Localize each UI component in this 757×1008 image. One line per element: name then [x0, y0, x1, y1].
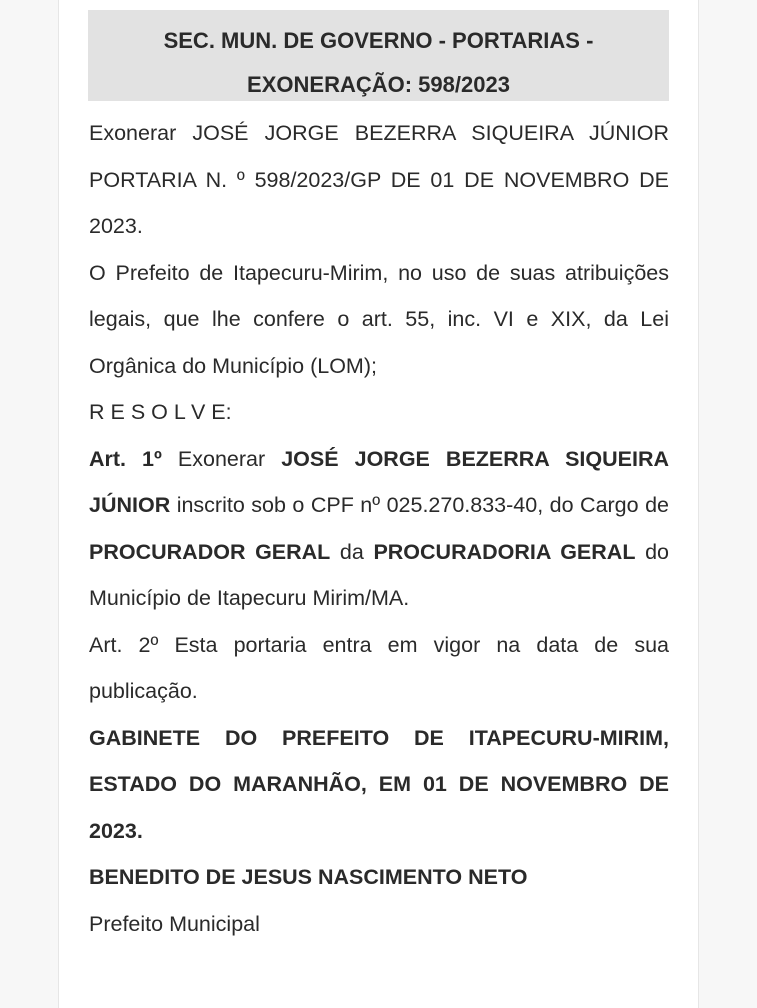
section-header: [88, 10, 669, 101]
closing-text: GABINETE DO PREFEITO DE ITAPECURU-MIRIM, ESTADO DO MARANHÃO, EM 01 DE NOVEMBRO DE 2023.: [89, 725, 669, 843]
header-line-2: EXONERAÇÃO: 598/2023: [247, 72, 510, 97]
position-title: PROCURADOR GERAL: [89, 539, 331, 564]
article-1-text-3: da: [339, 539, 364, 564]
exonerated-name: JOSÉ JORGE BEZERRA SIQUEIRA JÚNIOR: [89, 446, 670, 517]
article-1-text-1: Exonerar: [177, 446, 266, 471]
signer-name-line: [89, 854, 669, 901]
document-body: [89, 110, 669, 947]
article-1-label: Art. 1º: [89, 446, 162, 471]
intro-paragraph: Exonerar JOSÉ JORGE BEZERRA SIQUEIRA JÚNIOR PORTARIA N. º 598/2023/GP DE 01 DE NOVEMBRO DE 2023.: [89, 121, 669, 238]
article-1-text-4: do Município de Itapecuru Mirim/MA.: [89, 539, 669, 610]
department-name: PROCURADORIA GERAL: [373, 539, 636, 564]
signer-title: Prefeito Municipal: [89, 911, 260, 936]
preamble-paragraph: O Prefeito de Itapecuru-Mirim, no uso de suas atribuições legais, que lhe confere o art. 55, inc. VI e XIX, da Lei Orgânica do Município (LOM);: [89, 260, 669, 378]
resolve-line: R E S O L V E:: [89, 400, 232, 424]
closing-paragraph: [89, 715, 669, 855]
article-1: [89, 436, 669, 622]
header-line-1: SEC. MUN. DE GOVERNO - PORTARIAS -: [163, 28, 594, 53]
article-1-text-2: inscrito sob o CPF nº 025.270.833-40, do Cargo de: [176, 493, 669, 517]
article-2: Art. 2º Esta portaria entra em vigor na data de sua publicação.: [89, 632, 669, 703]
signer-name: BENEDITO DE JESUS NASCIMENTO NETO: [89, 865, 528, 889]
